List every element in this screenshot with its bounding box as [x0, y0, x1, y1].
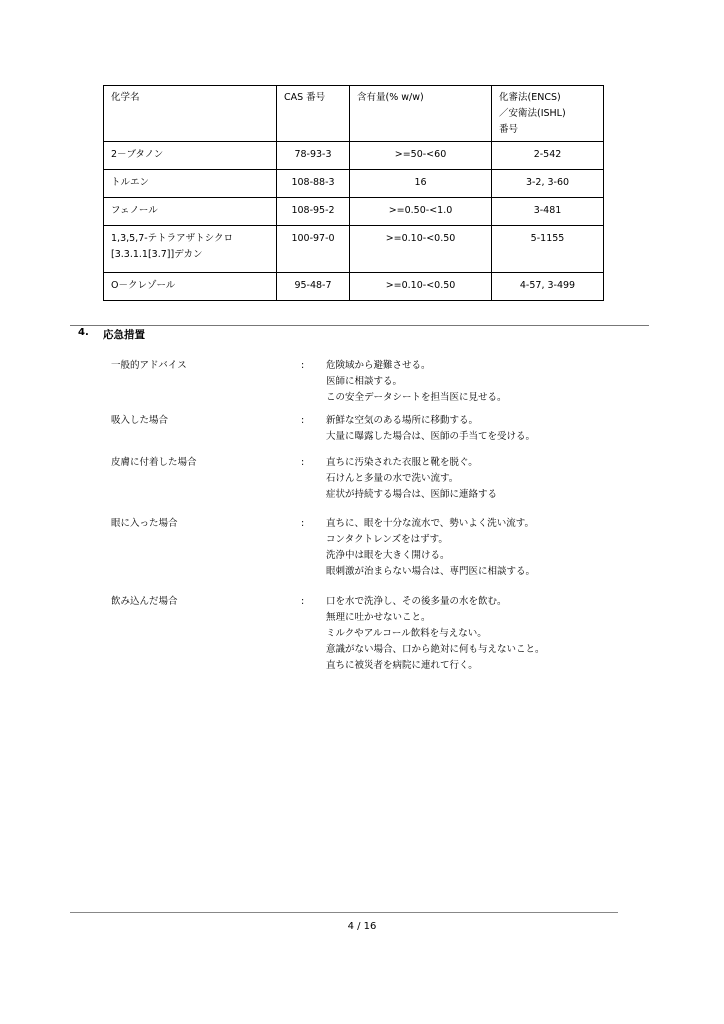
entry-label: 一般的アドバイス — [111, 360, 187, 371]
cell-encs-number: 2-542 — [492, 142, 604, 170]
entry-line: 直ちに汚染された衣服と靴を脱ぐ。 — [326, 457, 478, 468]
entry-line: 眼刺激が治まらない場合は、専門医に相談する。 — [326, 566, 536, 577]
header-encs-line2: ／安衛法(ISHL) — [499, 108, 566, 119]
cell-content: >=50-<60 — [350, 142, 492, 170]
cell-chemical-name-line2: [3.3.1.1[3.7]]デカン — [111, 249, 203, 260]
cell-chemical-name: フェノール — [104, 198, 277, 226]
section-divider — [70, 325, 649, 326]
entry-lines — [326, 358, 507, 406]
cell-encs-number: 4-57, 3-499 — [492, 273, 604, 301]
entry-colon: : — [301, 360, 305, 371]
section-number: 4. — [78, 327, 89, 338]
entry-colon: : — [301, 596, 305, 607]
entry-lines — [326, 413, 535, 445]
cell-cas-number: 78-93-3 — [277, 142, 350, 170]
header-encs-line3: 番号 — [499, 124, 519, 135]
table-row — [104, 198, 604, 226]
table-header-row — [104, 86, 604, 142]
cell-cas-number: 100-97-0 — [277, 226, 350, 273]
entry-colon: : — [301, 415, 305, 426]
header-content: 含有量(% w/w) — [350, 86, 492, 142]
cell-chemical-name-line1: 1,3,5,7-テトラアザトシクロ — [111, 233, 233, 244]
section-title: 応急措置 — [103, 329, 145, 341]
entry-line: この安全データシートを担当医に見せる。 — [326, 392, 507, 403]
table-row — [104, 142, 604, 170]
entry-line: ミルクやアルコール飲料を与えない。 — [326, 628, 487, 639]
entry-lines — [326, 594, 545, 674]
entry-line: 意識がない場合、口から絶対に何も与えないこと。 — [326, 644, 545, 655]
entry-label: 吸入した場合 — [111, 415, 169, 426]
cell-cas-number: 108-88-3 — [277, 170, 350, 198]
entry-colon: : — [301, 457, 305, 468]
entry-lines — [326, 455, 497, 503]
entry-line: コンタクトレンズをはずす。 — [326, 534, 448, 545]
cell-cas-number: 108-95-2 — [277, 198, 350, 226]
entry-line: 危険域から避難させる。 — [326, 360, 431, 371]
table-row — [104, 226, 604, 273]
cell-cas-number: 95-48-7 — [277, 273, 350, 301]
entry-label: 眼に入った場合 — [111, 518, 178, 529]
table-row — [104, 273, 604, 301]
header-encs-line1: 化審法(ENCS) — [499, 92, 561, 103]
cell-chemical-name — [104, 226, 277, 273]
entry-label: 皮膚に付着した場合 — [111, 457, 197, 468]
entry-line: 新鮮な空気のある場所に移動する。 — [326, 415, 479, 426]
entry-label: 飲み込んだ場合 — [111, 596, 178, 607]
cell-content: >=0.10-<0.50 — [350, 226, 492, 273]
entry-line: 直ちに被災者を病院に連れて行く。 — [326, 660, 478, 671]
entry-line: 医師に相談する。 — [326, 376, 403, 387]
header-cas-number: CAS 番号 — [277, 86, 350, 142]
header-chemical-name: 化学名 — [104, 86, 277, 142]
cell-encs-number: 3-481 — [492, 198, 604, 226]
entry-line: 石けんと多量の水で洗い流す。 — [326, 473, 459, 484]
footer-divider — [70, 912, 618, 913]
entry-line: 直ちに、眼を十分な流水で、勢いよく洗い流す。 — [326, 518, 535, 529]
entry-line: 大量に曝露した場合は、医師の手当てを受ける。 — [326, 431, 536, 442]
cell-encs-number: 5-1155 — [492, 226, 604, 273]
cell-content: >=0.10-<0.50 — [350, 273, 492, 301]
entry-line: 洗浄中は眼を大きく開ける。 — [326, 550, 450, 561]
entry-colon: : — [301, 518, 305, 529]
composition-table — [103, 85, 604, 301]
cell-chemical-name: 2－ブタノン — [104, 142, 277, 170]
entry-line: 無理に吐かせないこと。 — [326, 612, 431, 623]
entry-lines — [326, 516, 535, 580]
page-number: 4 / 16 — [347, 921, 377, 932]
entry-line: 口を水で洗浄し、その後多量の水を飲む。 — [326, 596, 507, 607]
cell-chemical-name: O－クレゾール — [104, 273, 277, 301]
cell-encs-number: 3-2, 3-60 — [492, 170, 604, 198]
cell-chemical-name: トルエン — [104, 170, 277, 198]
table-row — [104, 170, 604, 198]
entry-line: 症状が持続する場合は、医師に連絡する — [326, 489, 498, 500]
cell-content: 16 — [350, 170, 492, 198]
cell-content: >=0.50-<1.0 — [350, 198, 492, 226]
header-encs-ishl — [492, 86, 604, 142]
